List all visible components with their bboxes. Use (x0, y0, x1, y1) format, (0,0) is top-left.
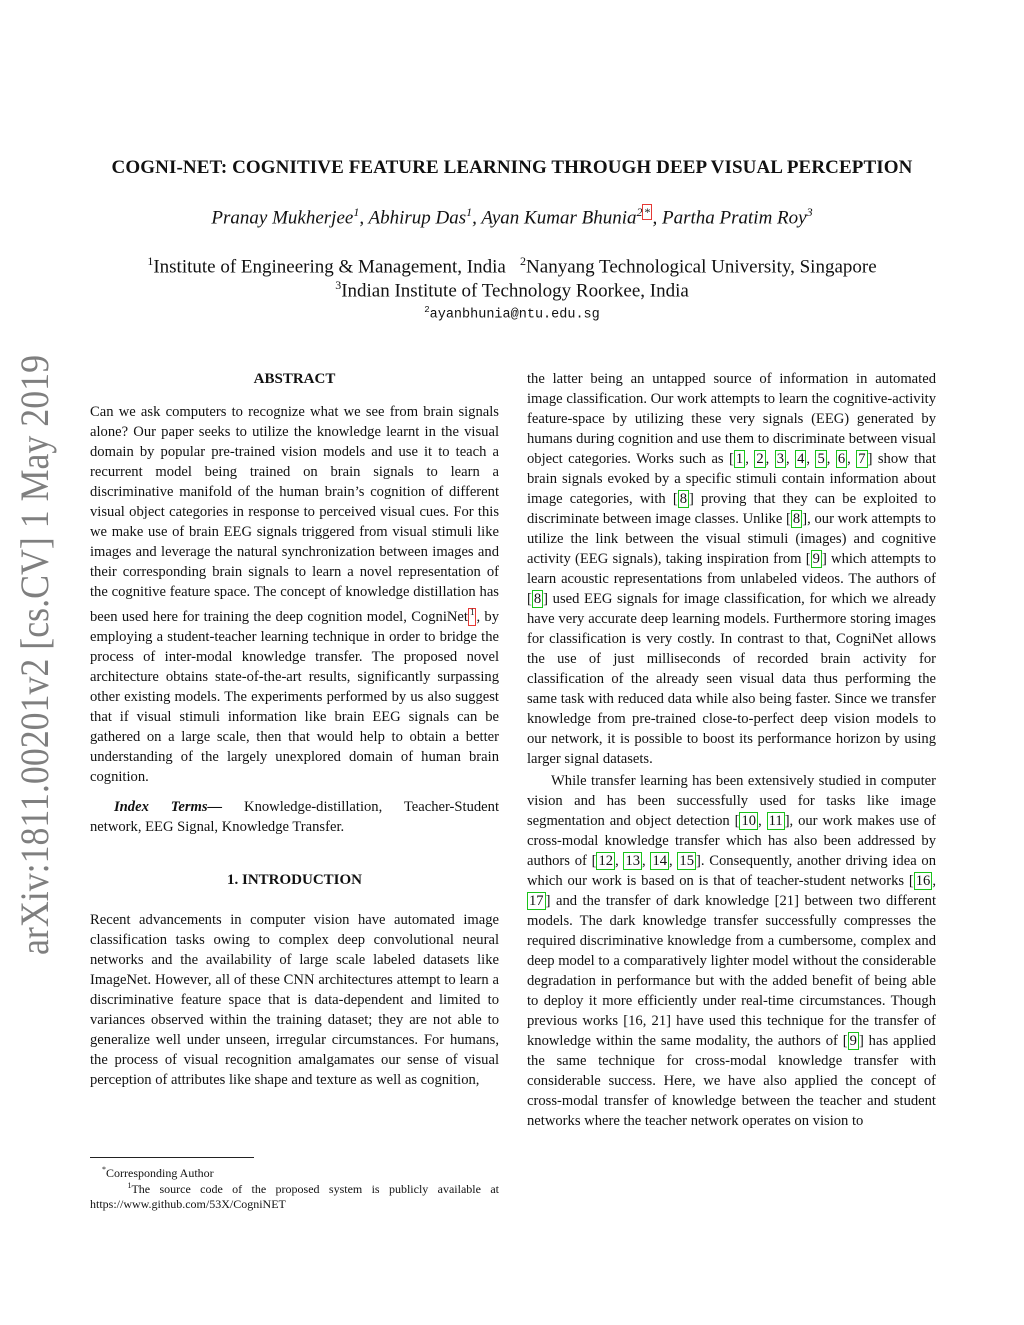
citation-link[interactable]: 2 (756, 451, 764, 467)
citation-link[interactable]: 7 (858, 451, 866, 467)
abstract-text: Can we ask computers to recognize what we see from brain signals alone? Our paper seeks to utilize the knowledge learnt in the visual domain by popular pre-trained vision models and use it to teach a recurrent model being trained on brain signals to learn a discriminative manifold of the human brain’s cognition of different visual object categories in response to perceived visual cues. For this we make use of brain EEG signals triggered from visual stimuli like images and leverage the natural synchronization between images and their corresponding brain signals to learn a novel representation of the cognitive feature space. The concept of knowledge distillation has been used here for training the deep cognition model, CogniNet $^1$ , by employing a student-teacher learning technique in order to bridge the process of inter-modal knowledge transfer. The proposed novel architecture obtains state-of-the-art results, significantly surpassing other existing models. The experiments performed by us also suggest that if visual stimuli information like brain EEG signals can be gathered on a large scale, then that would help to obtain a better understanding of the largely unexplored domain of human brain cognition. (90, 404, 499, 785)
body-paragraph: the latter being an untapped source of information in automated image classification. Our work attempts to learn the cognitive-activity feature-space by utilizing these very signals (EEG) generated by humans during cognition and use them to discriminate between visual object categories. Works such as [ 1 , 2 , 3 , 4 , 5 , 6 , 7 ] show that brain signals evoked by a specific stimuli contain information about image categories, with [ 8 ] proving that they can be exploited to discriminate between image classes. Unlike [ 8 ], our work attempts to utilize the link between the visual stimuli (images) and cognitive activity (EEG signals), taking inspiration from [ 9 ] which attempts to learn acoustic representations from unlabeled videos. The authors of [ 8 ] used EEG signals for image classification, for which we already have very accurate deep learning models. Furthermore storing images for classification is very costly. In contrast to that, CogniNet allows the use of just milliseconds of recorded brain activity for classification of the already seen visual data thus performing the same task with reduced data while also being faster. Since we transfer knowledge from pre-trained close-to-perfect deep vision models to our network, it is possible to boost its performance horizon by using larger signal datasets. (527, 371, 937, 767)
affiliation-line-1: $^1$Institute of Engineering & Management, India $^2$Nanyang Technological University, Singapore (147, 254, 877, 278)
author-name: Ayan Kumar Bhunia (481, 207, 637, 229)
introduction-heading: 1. INTRODUCTION (226, 871, 362, 888)
citation-link[interactable]: 11 (768, 813, 783, 829)
citation-link[interactable]: 12 (598, 853, 614, 869)
index-terms: Index Terms— Knowledge-distillation, Teacher-Student network, EEG Signal, Knowledge Transfer. (90, 798, 499, 835)
citation-link[interactable]: 3 (776, 451, 784, 467)
citation-link[interactable]: 16 (915, 873, 931, 889)
footnote-rule (90, 1157, 254, 1158)
abstract-heading: ABSTRACT (253, 371, 336, 387)
arxiv-identifier-text: arXiv:1811.00201v2 [cs.CV] 1 May 2019 (12, 350, 57, 955)
citation-link[interactable]: 9 (812, 551, 820, 567)
citation-link[interactable]: 10 (741, 813, 757, 829)
citation-link[interactable]: 13 (625, 853, 641, 869)
introduction-text: Recent advancements in computer vision have automated image classification tasks owing to complex deep convolutional neural networks and the availability of large scale labeled datasets like ImageNet. However, all of these CNN architectures attempt to learn a discriminative feature space that is data-dependent and limited to variances observed within the training dataset; they are not able to generalize well under unseen, irregular circumstances. For humans, the process of visual recognition amalgamates our sense of visual perception of attributes like shape and texture as well as cognition, (90, 911, 499, 1088)
citation-link[interactable]: 8 (533, 591, 542, 607)
citation-link[interactable]: 14 (652, 853, 668, 869)
author-name: Pranay Mukherjee (211, 207, 354, 229)
footnote-corresponding: *Corresponding Author (102, 1165, 214, 1180)
author-name: Partha Pratim Roy (661, 207, 807, 229)
citation-link[interactable]: 8 (679, 491, 688, 507)
citation-link[interactable]: 8 (792, 511, 801, 527)
affiliation-line-2: $^3$Indian Institute of Technology Roorkee, India (335, 278, 689, 302)
right-column (527, 369, 936, 1131)
citation-link[interactable]: 6 (837, 451, 846, 467)
footnote-source-code: $^1$The source code of the proposed system is publicly available at https://www.github.com/53X/CogniNET (90, 1181, 499, 1211)
body-paragraph: While transfer learning has been extensively studied in computer vision and has been successfully used for tasks like image segmentation and object detection [ 10 , 11 ], our work makes use of cross-modal knowledge transfer which has also been addressed by authors of [ 12 , 13 , 14 , 15 ]. Consequently, another driving idea on which our work is based on is that of teacher-student networks [ 16 , 17 ] and the transfer of dark knowledge [21] between two different models. The dark knowledge transfer successfully compresses the required discriminative knowledge from a cumbersome, complex and deep model to a comparatively lighter model without the considerable degradation in performance but with the added benefit of being able to deploy it more efficiently under real-time circumstances. Though previous works [16, 21] have used this technique for the transfer of knowledge within the same modality, the authors of [ 9 ] has applied the same technique for cross-modal knowledge transfer with considerable success. Here, we have also applied the concept of cross-modal transfer of knowledge between the teacher and student networks where the teacher network operates on vision to (527, 773, 937, 1129)
citation-link[interactable]: 15 (679, 853, 695, 869)
author-list: Pranay Mukherjee$^1$, Abhirup Das$^1$, Ayan Kumar Bhunia$^{2 *}$ , Partha Pratim Roy$^3$ (211, 205, 813, 229)
author-name: Abhirup Das (368, 207, 467, 229)
footnote-link[interactable]: 1 (468, 608, 477, 626)
arxiv-identifier (6, 350, 62, 960)
citation-link[interactable]: 9 (849, 1033, 857, 1049)
citation-link[interactable]: 17 (529, 893, 544, 909)
paper-title: COGNI-NET: COGNITIVE FEATURE LEARNING THROUGH DEEP VISUAL PERCEPTION (111, 157, 913, 178)
citation-link[interactable]: 4 (797, 451, 805, 467)
corresponding-author-link[interactable]: * (644, 205, 651, 219)
author-email: $^2$ayanbhunia@ntu.edu.sg (424, 305, 600, 323)
citation-link[interactable]: 5 (817, 451, 825, 467)
left-column (90, 369, 499, 1090)
citation-link[interactable]: 1 (735, 451, 744, 467)
